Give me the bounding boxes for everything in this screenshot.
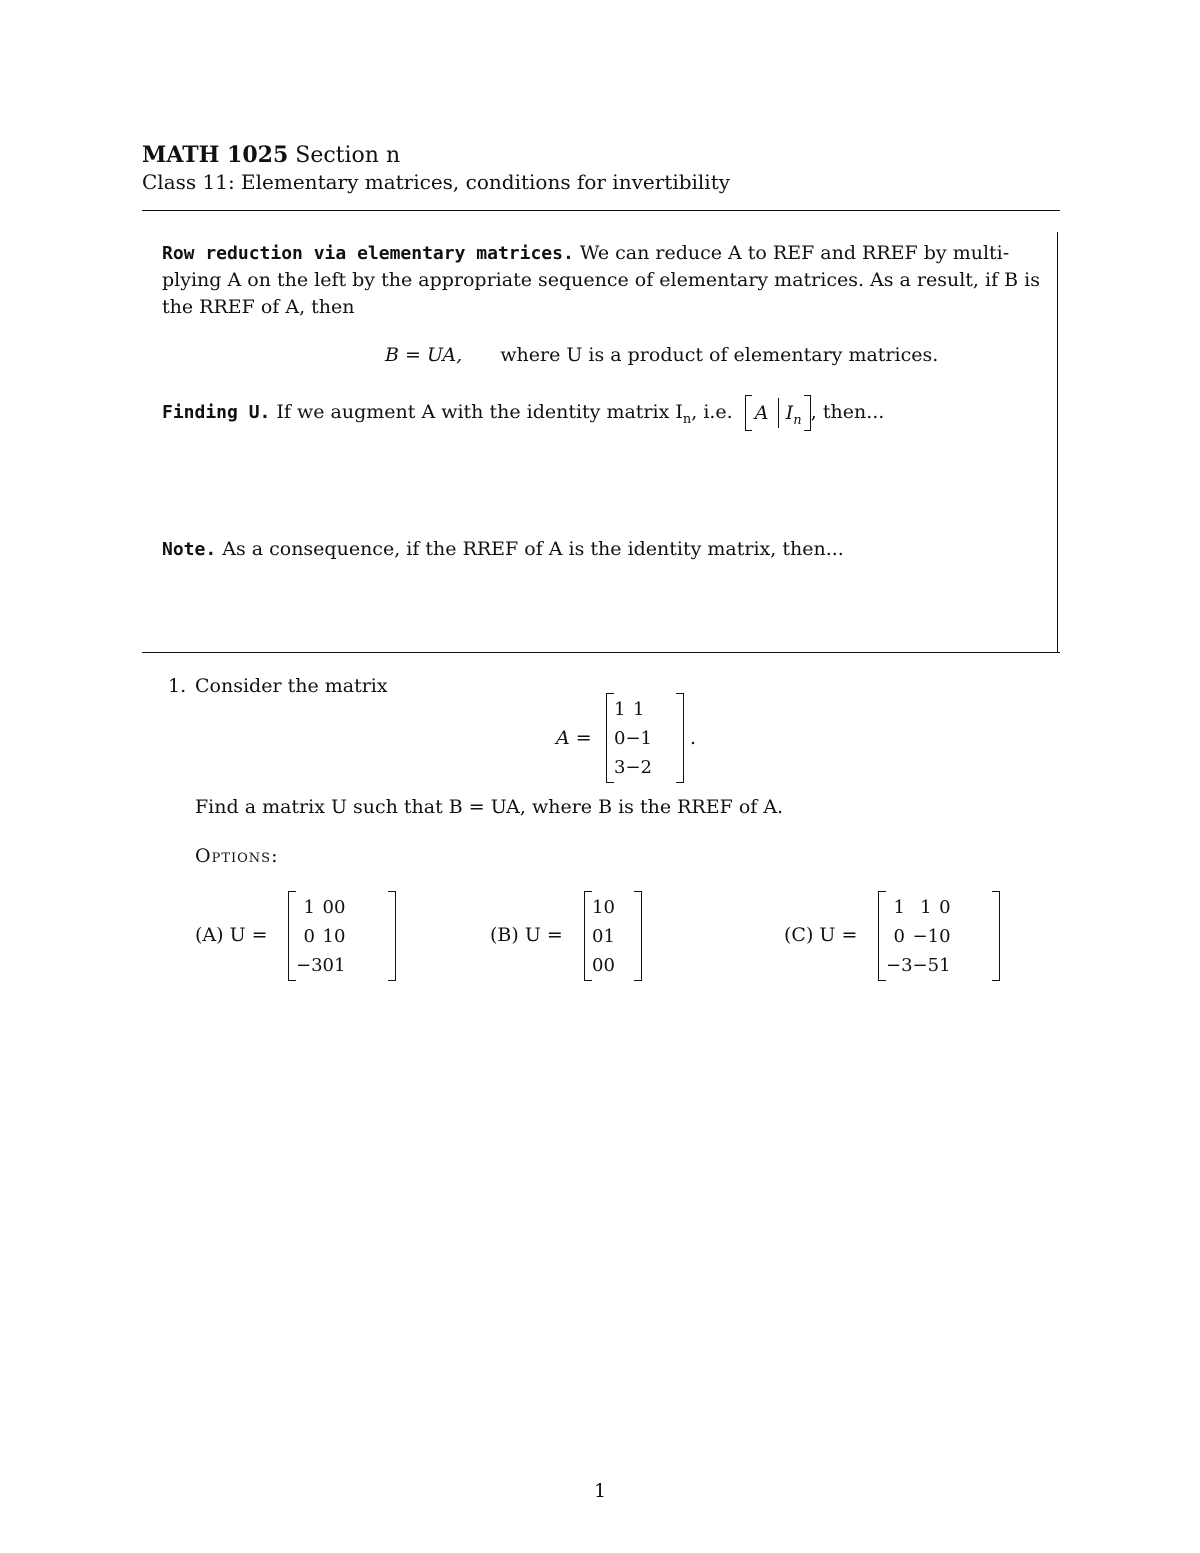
option-a-matrix xyxy=(288,891,396,981)
matrix-cell: 0 xyxy=(939,897,951,918)
matrix-a xyxy=(606,693,684,783)
matrix-cell: 0 xyxy=(334,897,346,918)
row-reduction-text1: We can reduce A to REF and RREF by multi- xyxy=(579,242,1010,264)
option-b-table xyxy=(592,893,615,980)
matrix-cell: 1 xyxy=(893,897,905,918)
matrix-row xyxy=(296,893,345,922)
box-bottom-rule xyxy=(142,652,1060,653)
matrix-row xyxy=(886,951,951,980)
option-c-label: (C) U = xyxy=(784,924,858,946)
finding-u-line xyxy=(162,395,884,433)
matrix-cell: 0 xyxy=(603,897,615,918)
matrix-cell: 1 xyxy=(603,926,615,947)
matrix-row xyxy=(614,724,652,753)
matrix-cell: −3 xyxy=(886,955,913,976)
matrix-cell: 0 xyxy=(893,926,905,947)
aug-left: A xyxy=(754,402,769,424)
row-reduction-line1 xyxy=(162,240,1009,267)
finding-u-after: , then... xyxy=(810,401,885,423)
matrix-cell: 1 xyxy=(633,699,645,720)
matrix-cell: 1 xyxy=(614,699,626,720)
equation-description: where U is a product of elementary matrices. xyxy=(500,344,939,366)
finding-u-text: If we augment A with the identity matrix I xyxy=(276,401,683,423)
matrix-cell: −2 xyxy=(625,757,652,778)
option-b-matrix xyxy=(584,891,642,981)
options-label: Options: xyxy=(195,845,279,867)
matrix-cell: 0 xyxy=(334,926,346,947)
matrix-row xyxy=(592,951,615,980)
matrix-row xyxy=(592,922,615,951)
matrix-cell: 0 xyxy=(303,926,315,947)
class-subtitle: Class 11: Elementary matrices, conditions for invertibility xyxy=(142,170,731,194)
matrix-a-table xyxy=(614,695,652,782)
row-reduction-line2: plying A on the left by the appropriate sequence of elementary matrices. As a result, if B is xyxy=(162,269,1040,291)
option-b-label: (B) U = xyxy=(490,924,563,946)
page-number: 1 xyxy=(593,1480,607,1502)
row-reduction-heading: Row reduction via elementary matrices. xyxy=(162,243,574,264)
matrix-cell: 1 xyxy=(920,897,932,918)
matrix-cell: 1 xyxy=(303,897,315,918)
augmented-matrix xyxy=(745,395,811,431)
matrix-row xyxy=(886,893,951,922)
matrix-cell: 0 xyxy=(603,955,615,976)
row-reduction-line3: the RREF of A, then xyxy=(162,296,355,318)
matrix-cell: −3 xyxy=(296,955,323,976)
finding-u-heading: Finding U. xyxy=(162,402,271,423)
matrix-cell: −1 xyxy=(625,728,652,749)
matrix-cell: −1 xyxy=(912,926,940,947)
matrix-cell: 1 xyxy=(939,955,951,976)
matrix-cell: 0 xyxy=(592,955,604,976)
option-a-label: (A) U = xyxy=(195,924,268,946)
matrix-cell: 0 xyxy=(592,926,604,947)
matrix-row xyxy=(592,893,615,922)
option-c-table xyxy=(886,893,951,980)
display-equation xyxy=(385,342,938,369)
problem-question: Find a matrix U such that B = UA, where B is the RREF of A. xyxy=(195,796,784,818)
finding-u-sub: n xyxy=(682,411,692,427)
option-c-matrix xyxy=(878,891,1000,981)
note-line xyxy=(162,536,844,563)
matrix-cell: 0 xyxy=(322,955,334,976)
note-heading: Note. xyxy=(162,539,217,560)
matrix-cell: 0 xyxy=(939,926,951,947)
matrix-cell: 1 xyxy=(334,955,346,976)
matrix-cell: 0 xyxy=(322,897,334,918)
box-right-border xyxy=(1057,232,1058,653)
problem-number: 1. xyxy=(168,675,187,697)
equation-formula: B = UA, xyxy=(385,344,463,366)
header-rule xyxy=(142,210,1060,211)
matrix-row xyxy=(296,922,345,951)
matrix-row xyxy=(296,951,345,980)
matrix-cell: −5 xyxy=(912,955,940,976)
section-label: Section n xyxy=(295,143,401,168)
aug-sub: n xyxy=(793,412,802,428)
aug-right: I xyxy=(785,402,794,424)
matrix-cell: 1 xyxy=(592,897,604,918)
option-a-table xyxy=(296,893,345,980)
matrix-row xyxy=(614,753,652,782)
note-text: As a consequence, if the RREF of A is the identity matrix, then... xyxy=(222,538,844,560)
matrix-cell: 1 xyxy=(322,926,334,947)
matrix-row xyxy=(614,695,652,724)
problem-intro: Consider the matrix xyxy=(195,675,388,697)
finding-u-ie: , i.e. xyxy=(691,401,733,423)
page-title xyxy=(142,142,400,168)
matrix-cell: 0 xyxy=(614,728,626,749)
matrix-a-label: A = xyxy=(556,727,592,749)
matrix-cell: 3 xyxy=(614,757,626,778)
matrix-row xyxy=(886,922,951,951)
matrix-period: . xyxy=(690,727,697,749)
course-code: MATH 1025 xyxy=(142,142,289,168)
